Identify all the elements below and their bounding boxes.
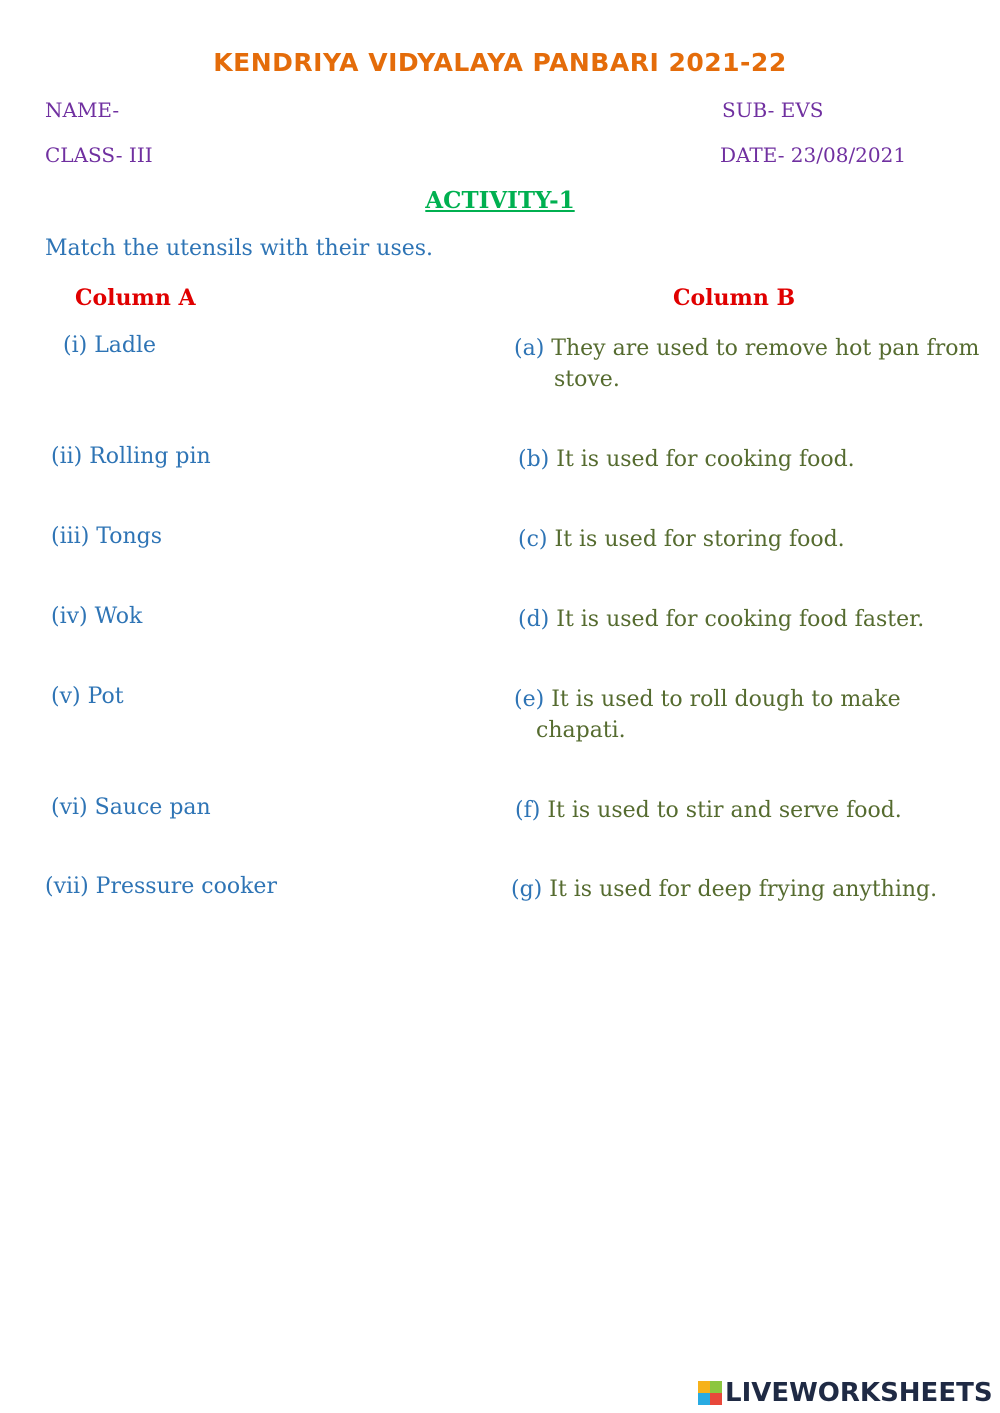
subject-label: SUB- EVS [722, 98, 824, 122]
column-b-item [518, 604, 924, 635]
school-title: KENDRIYA VIDYALAYA PANBARI 2021-22 [213, 48, 787, 77]
column-b-text: It is used for cooking food faster. [556, 607, 925, 632]
column-b-label: (g) [511, 877, 543, 902]
column-b-text: It is used for storing food. [554, 527, 845, 552]
column-a-heading: Column A [75, 285, 196, 311]
column-b-item [518, 444, 855, 475]
logo-text: LIVEWORKSHEETS [725, 1378, 993, 1408]
column-a-item: (iv) Wok [51, 604, 143, 629]
column-b-label: (c) [518, 527, 548, 552]
column-b-label: (a) [514, 336, 545, 361]
logo-grid-icon [698, 1381, 722, 1405]
column-b-item [518, 524, 845, 555]
date-label: DATE- 23/08/2021 [720, 143, 907, 167]
column-b-text: It is used for deep frying anything. [549, 877, 938, 902]
instruction-text: Match the utensils with their uses. [45, 236, 434, 261]
column-a-item: (vii) Pressure cooker [45, 874, 277, 899]
name-label: NAME- [45, 98, 120, 122]
liveworksheets-logo[interactable] [698, 1376, 993, 1410]
column-b-text: It is used to roll dough to make chapati. [536, 687, 901, 743]
column-a-item: (i) Ladle [63, 333, 157, 358]
column-a-item: (vi) Sauce pan [51, 795, 211, 820]
column-a-item: (iii) Tongs [51, 524, 163, 549]
column-b-item [514, 684, 946, 746]
column-b-label: (f) [515, 798, 541, 823]
column-a-item: (ii) Rolling pin [51, 444, 211, 469]
column-b-item [514, 333, 984, 395]
class-label: CLASS- III [45, 143, 153, 167]
column-b-label: (e) [514, 687, 545, 712]
column-b-item [515, 795, 902, 826]
activity-title: ACTIVITY-1 [425, 187, 575, 214]
column-b-text: It is used to stir and serve food. [547, 798, 902, 823]
column-b-label: (d) [518, 607, 550, 632]
column-b-heading: Column B [673, 285, 796, 311]
column-b-label: (b) [518, 447, 550, 472]
column-b-text: It is used for cooking food. [556, 447, 855, 472]
column-b-text: They are used to remove hot pan from stove. [551, 336, 980, 392]
column-a-item: (v) Pot [51, 684, 124, 709]
column-b-item [511, 874, 937, 905]
